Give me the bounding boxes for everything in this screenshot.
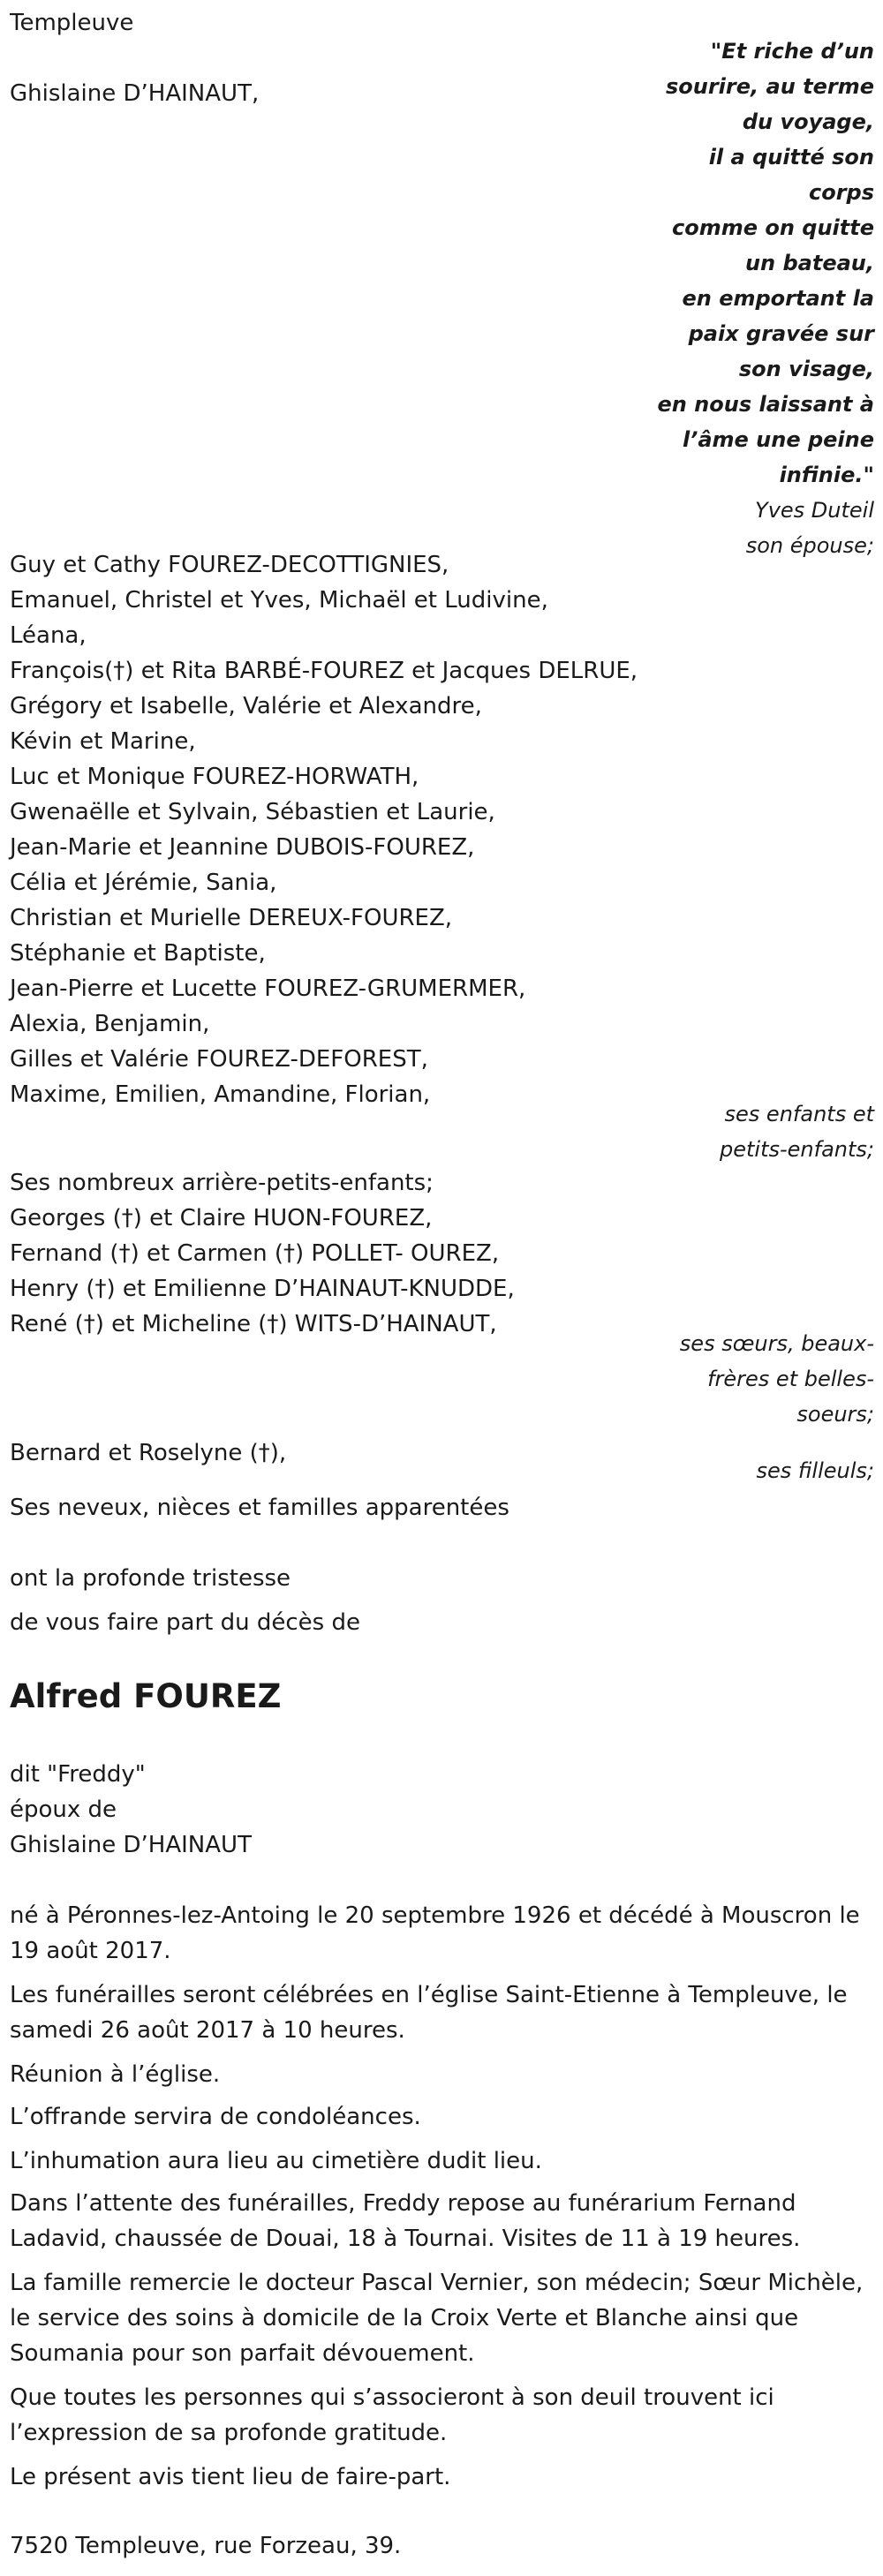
quote-line: un bateau,: [744, 251, 874, 275]
burial-paragraph: L’inhumation aura lieu au cimetière dudit lieu.: [10, 2148, 542, 2174]
family-line: René (†) et Micheline (†) WITS-D’HAINAUT,: [10, 1311, 497, 1337]
quote-line: l’âme une peine: [682, 427, 874, 452]
notice-paragraph: Le présent avis tient lieu de faire-part.: [10, 2464, 451, 2490]
family-line: Henry (†) et Emilienne D’HAINAUT-KNUDDE,: [10, 1276, 515, 1302]
quote-line: "Et riche d’un: [710, 39, 874, 64]
family-line: Stéphanie et Baptiste,: [10, 940, 266, 967]
deceased-line: époux de: [10, 1796, 117, 1823]
deceased-line: dit "Freddy": [10, 1761, 146, 1788]
quote-line: comme on quitte: [671, 215, 874, 240]
offering-paragraph: L’offrande servira de condoléances.: [10, 2104, 421, 2130]
family-line: Christian et Murielle DEREUX-FOUREZ,: [10, 905, 453, 931]
header-wife: Ghislaine D’HAINAUT,: [10, 80, 260, 107]
family-line: Léana,: [10, 622, 87, 649]
family-line: Gwenaëlle et Sylvain, Sébastien et Laurie,: [10, 799, 495, 825]
family-line: Célia et Jérémie, Sania,: [10, 870, 277, 896]
quote-line: son visage,: [738, 357, 874, 381]
family-line: Fernand (†) et Carmen (†) POLLET- OUREZ,: [10, 1240, 500, 1267]
header-place: Templeuve: [10, 10, 134, 36]
godchildren-line: Bernard et Roselyne (†),: [10, 1440, 287, 1466]
quote-line: corps: [808, 180, 874, 205]
godchildren-role: ses filleuls;: [756, 1458, 874, 1483]
family-line: François(†) et Rita BARBÉ-FOUREZ et Jacques DELRUE,: [10, 658, 638, 684]
quote-line: en nous laissant à: [657, 392, 874, 417]
funeral-paragraph: Les funérailles seront célébrées en l’église Saint-Etienne à Templeuve, le samedi 26 août 2017 à 10 heures.: [10, 1982, 848, 2044]
gratitude-paragraph: Que toutes les personnes qui s’associeront à son deuil trouvent ici l’expression de sa profonde gratitude.: [10, 2384, 774, 2446]
quote-line: paix gravée sur: [688, 321, 874, 346]
family-line: Jean-Marie et Jeannine DUBOIS-FOUREZ,: [10, 834, 475, 861]
family-line: Ses nombreux arrière-petits-enfants;: [10, 1170, 434, 1196]
family-line: Grégory et Isabelle, Valérie et Alexandre,: [10, 693, 482, 719]
address-line: 7520 Templeuve, rue Forzeau, 39.: [10, 2533, 402, 2559]
family-line: Alexia, Benjamin,: [10, 1011, 210, 1037]
funeral-home-paragraph: Dans l’attente des funérailles, Freddy repose au funérarium Fernand Ladavid, chaussée de Douai, 18 à Tournai. Visites de 11 à 19 heures.: [10, 2190, 801, 2252]
family-line: Gilles et Valérie FOUREZ-DEFOREST,: [10, 1046, 428, 1073]
quote-line: infinie.": [779, 463, 874, 487]
relatives-line: Ses neveux, nièces et familles apparentées: [10, 1495, 509, 1521]
quote-line: il a quitté son: [708, 145, 874, 169]
quote-line: en emportant la: [682, 286, 874, 311]
announce-line: ont la profonde tristesse: [10, 1565, 291, 1592]
family-line: Maxime, Emilien, Amandine, Florian,: [10, 1081, 431, 1108]
family-line: Guy et Cathy FOUREZ-DECOTTIGNIES,: [10, 552, 449, 578]
deceased-line: Ghislaine D’HAINAUT: [10, 1832, 252, 1858]
siblings-role: ses sœurs, beaux- frères et belles- soeurs;: [679, 1331, 874, 1427]
thanks-paragraph: La famille remercie le docteur Pascal Vernier, son médecin; Sœur Michèle, le service des soins à domicile de la Croix Verte et Blanche ainsi que Soumania pour son parfait dévouement.: [10, 2270, 864, 2367]
family-line: Jean-Pierre et Lucette FOUREZ-GRUMERMER,: [10, 975, 526, 1002]
family-line: Georges (†) et Claire HUON-FOUREZ,: [10, 1205, 433, 1232]
quote-role: son épouse;: [745, 533, 874, 558]
children-role: ses enfants et petits-enfants;: [720, 1102, 874, 1162]
deceased-name: Alfred FOUREZ: [10, 1677, 282, 1715]
family-line: Luc et Monique FOUREZ-HORWATH,: [10, 764, 419, 790]
quote-line: sourire, au terme: [665, 74, 874, 99]
birth-death-paragraph: né à Péronnes-lez-Antoing le 20 septembre 1926 et décédé à Mouscron le 19 août 2017.: [10, 1902, 860, 1964]
quote-author: Yves Duteil: [755, 498, 874, 523]
quote-line: du voyage,: [742, 109, 874, 134]
family-line: Kévin et Marine,: [10, 728, 196, 755]
quote-block: [657, 34, 874, 563]
meeting-paragraph: Réunion à l’église.: [10, 2061, 221, 2088]
announce-line: de vous faire part du décès de: [10, 1609, 360, 1636]
family-line: Emanuel, Christel et Yves, Michaël et Ludivine,: [10, 587, 548, 614]
